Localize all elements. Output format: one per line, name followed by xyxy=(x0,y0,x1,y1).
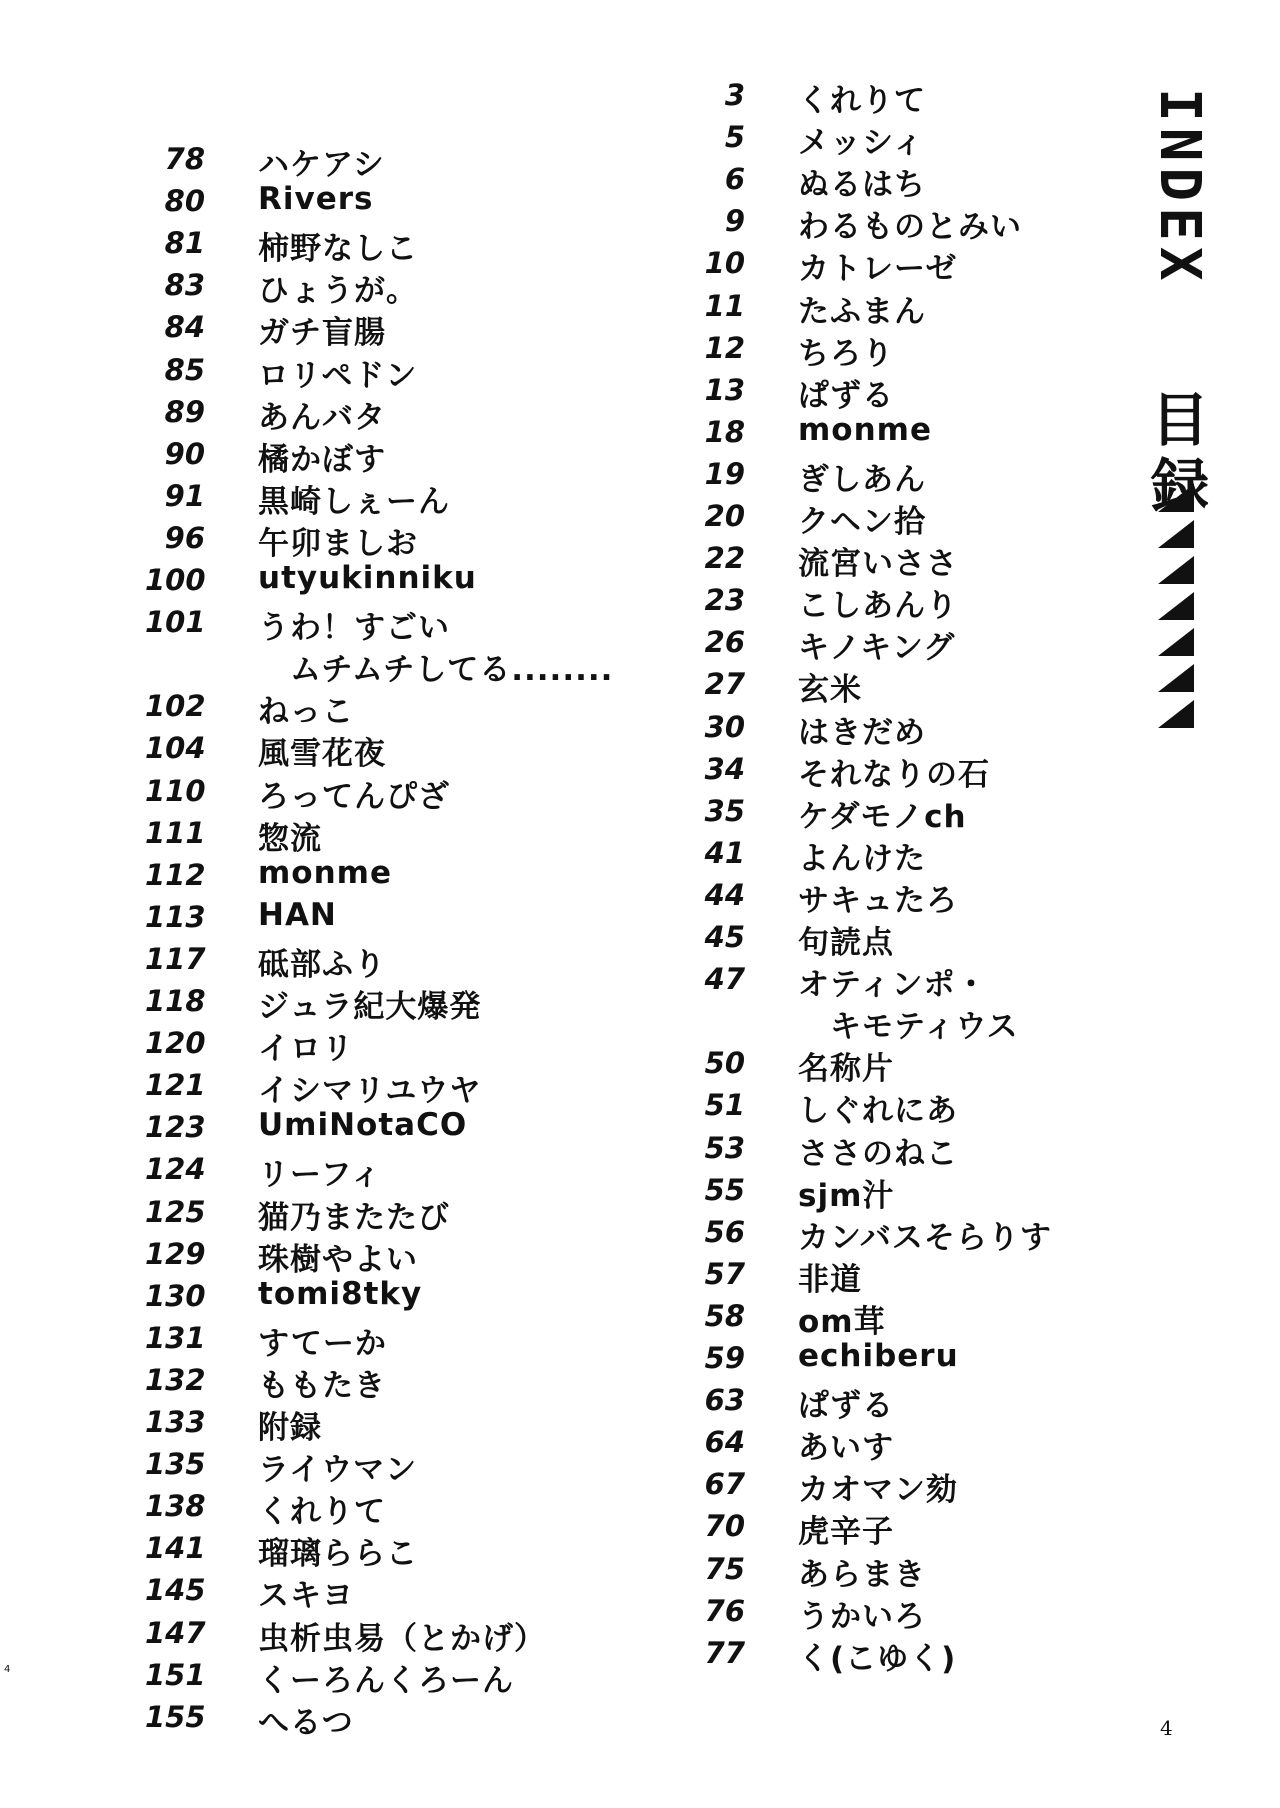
index-entry-author: ぎしあん xyxy=(798,461,926,498)
index-entry-page: 123 xyxy=(145,1110,206,1145)
index-entry-author: utyukinniku xyxy=(258,560,477,596)
index-entry-page: 130 xyxy=(145,1278,206,1313)
index-entry-page: 11 xyxy=(704,288,745,323)
index-entry-author: 玄米 xyxy=(798,672,862,709)
index-entry-page: 58 xyxy=(704,1298,745,1333)
index-entry-page: 129 xyxy=(145,1236,206,1271)
index-entry-page: 101 xyxy=(145,605,206,640)
decorative-triangle xyxy=(1158,556,1194,584)
index-entry-author: ねっこ xyxy=(258,694,354,731)
index-entry-page: 90 xyxy=(164,436,205,471)
index-entry-author: HAN xyxy=(258,896,337,933)
index-entry-page: 125 xyxy=(145,1194,206,1229)
index-entry-author: く(こゆく) xyxy=(798,1640,957,1677)
index-entry-author: ひょうが。 xyxy=(258,273,418,310)
index-entry-author: 瑠璃ららこ xyxy=(258,1536,418,1573)
index-entry-page: 80 xyxy=(164,184,205,219)
index-entry-page: 75 xyxy=(704,1551,745,1586)
index-entry-author-continued: ムチムチしてる........ xyxy=(290,652,614,689)
index-entry-author: わるものとみい xyxy=(798,209,1022,246)
index-entry-author: あんバタ xyxy=(258,399,386,436)
index-entry-page: 145 xyxy=(145,1573,206,1608)
index-entry-author: すてーか xyxy=(258,1325,387,1362)
index-entry-author: メッシィ xyxy=(798,125,925,162)
index-entry-author: オティンポ・ xyxy=(798,967,988,1004)
index-entry-author: ガチ盲腸 xyxy=(258,315,386,352)
index-entry-page: 100 xyxy=(145,563,206,597)
index-entry-page: 104 xyxy=(145,731,206,766)
decorative-triangle xyxy=(1158,700,1194,728)
index-entry-author: ぱずる xyxy=(798,1388,894,1425)
decorative-triangle xyxy=(1158,628,1194,656)
index-entry-author: 惣流 xyxy=(258,820,322,857)
index-entry-author: カンバスそらりす xyxy=(798,1219,1052,1256)
index-entry-author: ライウマン xyxy=(258,1452,418,1489)
index-entry-author: om茸 xyxy=(798,1303,886,1340)
index-entry-author: 句読点 xyxy=(798,925,894,961)
index-entry-page: 63 xyxy=(704,1383,745,1418)
index-entry-page: 45 xyxy=(704,920,745,954)
index-entry-author: 流宮いささ xyxy=(798,546,958,583)
index-entry-author: ジュラ紀大爆発 xyxy=(258,989,482,1025)
index-entry-page: 55 xyxy=(704,1172,745,1207)
index-entry-page: 10 xyxy=(704,246,745,281)
index-entry-page: 110 xyxy=(145,773,206,808)
decorative-triangle xyxy=(1158,592,1194,620)
index-entry-page: 120 xyxy=(145,1026,206,1061)
index-entry-page: 23 xyxy=(704,583,745,618)
index-entry-page: 77 xyxy=(704,1635,745,1670)
index-entry-page: 102 xyxy=(145,689,206,724)
index-title-kanji-1: 目 xyxy=(1150,386,1209,454)
index-entry-author: 午卯ましお xyxy=(258,525,418,562)
index-entry-author: カオマン劾 xyxy=(798,1472,958,1509)
index-entry-author: こしあんり xyxy=(798,588,958,625)
index-entry-author: UmiNotaCO xyxy=(258,1107,468,1144)
index-entry-page: 138 xyxy=(145,1489,206,1524)
index-entry-author: よんけた xyxy=(798,840,926,877)
index-entry-author: ちろり xyxy=(798,335,894,372)
index-entry-page: 113 xyxy=(145,899,206,934)
index-entry-author: あらまき xyxy=(798,1556,926,1593)
index-entry-author: それなりの石 xyxy=(798,756,990,793)
index-entry-page: 155 xyxy=(145,1699,206,1734)
index-entry-page: 51 xyxy=(704,1088,745,1123)
index-entry-page: 56 xyxy=(704,1214,745,1249)
index-entry-author: sjm汁 xyxy=(798,1177,895,1214)
index-entry-author: 黒崎しぇーん xyxy=(258,483,450,520)
index-entry-author: くーろんくろーん xyxy=(258,1662,514,1699)
index-entry-author: 柿野なしこ xyxy=(258,231,418,268)
index-entry-page: 112 xyxy=(145,857,206,892)
index-entry-page: 151 xyxy=(145,1657,206,1692)
index-entry-author: ささのねこ xyxy=(798,1135,958,1172)
index-entry-author: ケダモノch xyxy=(798,798,967,835)
index-entry-page: 141 xyxy=(145,1531,206,1566)
index-entry-page: 13 xyxy=(704,372,745,407)
index-entry-author: ぬるはち xyxy=(798,167,926,204)
index-entry-author: うわ！すごい xyxy=(258,610,450,647)
index-entry-page: 44 xyxy=(704,877,745,912)
decorative-triangle xyxy=(1158,520,1194,548)
index-entry-page: 121 xyxy=(145,1068,206,1103)
index-entry-page: 84 xyxy=(164,310,205,345)
index-entry-page: 3 xyxy=(724,78,745,112)
index-entry-page: 124 xyxy=(145,1152,206,1187)
index-entry-page: 78 xyxy=(164,142,205,176)
index-entry-page: 83 xyxy=(164,268,205,303)
index-entry-author: 風雪花夜 xyxy=(258,736,386,773)
index-entry-page: 89 xyxy=(164,394,205,429)
index-entry-page: 132 xyxy=(145,1362,206,1397)
corner-mark: 4 xyxy=(4,1664,11,1675)
index-entry-page: 41 xyxy=(704,835,745,870)
index-entry-page: 135 xyxy=(145,1447,206,1482)
index-entry-page: 76 xyxy=(704,1593,745,1628)
index-entry-author: うかいろ xyxy=(798,1598,926,1635)
index-entry-author: 附録 xyxy=(258,1410,322,1446)
index-entry-page: 35 xyxy=(704,793,745,828)
index-entry-author: 名称片 xyxy=(798,1051,894,1088)
index-entry-page: 117 xyxy=(145,941,206,976)
index-entry-page: 22 xyxy=(704,541,745,576)
index-entry-page: 118 xyxy=(145,984,206,1018)
index-entry-page: 64 xyxy=(704,1425,745,1460)
index-entry-author: monme xyxy=(798,411,932,448)
index-entry-page: 67 xyxy=(704,1467,745,1502)
index-entry-author: キノキング xyxy=(798,630,956,667)
index-entry-page: 20 xyxy=(704,499,745,533)
index-entry-page: 18 xyxy=(704,414,745,449)
index-entry-author: クヘン拾 xyxy=(798,504,926,540)
index-entry-author: ぱずる xyxy=(798,377,894,414)
index-entry-page: 27 xyxy=(704,667,745,702)
index-entry-author: 橘かぼす xyxy=(258,441,386,478)
index-entry-page: 34 xyxy=(704,751,745,786)
index-entry-author: 虫析虫易（とかげ） xyxy=(258,1620,546,1657)
index-entry-author: くれりて xyxy=(798,83,926,119)
index-entry-author: 猫乃またたび xyxy=(258,1199,450,1236)
page-number: 4 xyxy=(1160,1716,1173,1740)
index-title-word: INDEX xyxy=(1147,88,1212,287)
index-entry-author: しぐれにあ xyxy=(798,1093,958,1130)
index-entry-page: 133 xyxy=(145,1405,206,1439)
index-entry-author: tomi8tky xyxy=(258,1275,423,1312)
index-entry-page: 30 xyxy=(704,709,745,744)
index-entry-page: 70 xyxy=(704,1509,745,1544)
index-entry-page: 91 xyxy=(164,478,205,513)
index-entry-page: 96 xyxy=(164,520,205,555)
index-entry-page: 147 xyxy=(145,1615,206,1650)
index-entry-page: 12 xyxy=(704,330,745,365)
index-entry-author: 非道 xyxy=(798,1261,862,1298)
index-entry-page: 50 xyxy=(704,1046,745,1081)
index-entry-author: スキヨ xyxy=(258,1578,354,1615)
index-entry-page: 47 xyxy=(704,962,745,997)
index-entry-author: Rivers xyxy=(258,181,374,218)
index-entry-author: カトレーゼ xyxy=(798,251,958,288)
index-entry-author: monme xyxy=(258,854,392,891)
index-entry-author: ロリペドン xyxy=(258,357,418,394)
index-entry-page: 26 xyxy=(704,625,745,660)
index-entry-author: ろってんぴざ xyxy=(258,778,450,815)
index-entry-page: 6 xyxy=(724,162,745,197)
index-entry-author: イシマリユウヤ xyxy=(258,1073,482,1110)
index-entry-author: はきだめ xyxy=(798,714,926,751)
index-entry-author: サキュたろ xyxy=(798,882,958,919)
index-entry-author: イロリ xyxy=(258,1031,354,1068)
index-entry-author: 砥部ふり xyxy=(258,946,386,983)
index-entry-author: 虎辛子 xyxy=(798,1514,894,1551)
index-entry-author: リーフィ xyxy=(258,1157,382,1194)
index-title-kanji-2: 録 xyxy=(1150,452,1209,520)
index-entry-page: 85 xyxy=(164,352,205,387)
decorative-triangle xyxy=(1158,484,1194,512)
index-entry-page: 131 xyxy=(145,1320,206,1355)
index-entry-author: へるつ xyxy=(258,1704,354,1741)
index-entry-author: くれりて xyxy=(258,1494,386,1531)
decorative-triangle xyxy=(1158,664,1194,692)
index-entry-page: 59 xyxy=(704,1341,745,1375)
index-entry-page: 53 xyxy=(704,1130,745,1165)
index-entry-author: あいす xyxy=(798,1430,894,1467)
index-entry-page: 111 xyxy=(145,815,206,850)
index-entry-page: 9 xyxy=(724,204,745,239)
index-entry-page: 57 xyxy=(704,1256,745,1291)
index-entry-author-continued: キモティウス xyxy=(830,1009,1019,1046)
index-entry-author: ハケアシ xyxy=(258,147,385,183)
index-entry-author: echiberu xyxy=(798,1338,959,1374)
index-entry-page: 19 xyxy=(704,456,745,491)
index-entry-author: 珠樹やよい xyxy=(258,1241,418,1278)
index-entry-author: たふまん xyxy=(798,293,926,330)
index-entry-page: 5 xyxy=(724,120,745,155)
index-entry-page: 81 xyxy=(164,226,205,261)
index-entry-author: ももたき xyxy=(258,1367,386,1404)
